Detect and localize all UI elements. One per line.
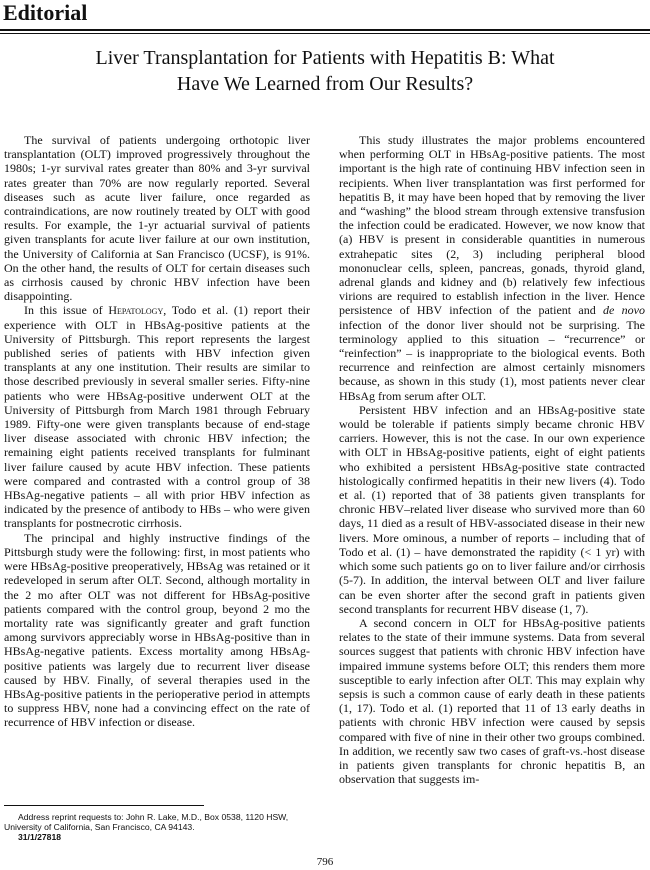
footnote-rule bbox=[4, 805, 204, 806]
paragraph: A second concern in OLT for HBsAg-positive patients relates to the state of their immune systems. Data from several sources suggest that patients with chronic HBV infection have impaired immune systems before OLT; this renders them more susceptible to early infection after OLT. This may explain why sepsis is such a common cause of early death in these patients (1, 17). Todo et al. (1) reported that 11 of 13 early deaths in patients with chronic HBV infection were caused by sepsis compared with five of nine in their other two groups combined. In addition, we recently saw two cases of graft-vs.-host disease in patients given transplants for chronic hepatitis B, an observation that suggests im- bbox=[339, 615, 645, 787]
footnote-text: Address reprint requests to: John R. Lake, M.D., Box 0538, 1120 HSW, University of California, San Francisco, CA 94143. bbox=[4, 812, 289, 833]
article-title bbox=[0, 45, 650, 97]
page-number: 796 bbox=[316, 856, 334, 868]
journal-name: Hepatology bbox=[108, 303, 164, 318]
italic-term: de novo bbox=[603, 303, 645, 318]
right-column bbox=[339, 133, 645, 786]
title-line-2: Have We Learned from Our Results? bbox=[176, 73, 474, 95]
left-column bbox=[4, 133, 310, 730]
paragraph: The survival of patients undergoing orthotopic liver transplantation (OLT) improved progressively throughout the 1980s; 1-yr survival rates greater than 80% and 3-yr survival rates greater than 70% are now regularly reported. Several diseases such as acute liver failure, once regarded as contraindications, are now routinely treated by OLT with good results. For example, the 1-yr actuarial survival of patients given transplants for acute liver failure at our own institution, the University of California at San Francisco (UCSF), is 91%. On the other hand, the results of OLT for certain diseases such as cirrhosis caused by chronic HBV infection have been disappointing. bbox=[4, 133, 310, 304]
paragraph: The principal and highly instructive findings of the Pittsburgh study were the following: first, in most patients who were HBsAg-positive preoperatively, HBsAg was retained or it redeveloped in serum after OLT. Second, although mortality in the 2 mo after OLT was not different for HBsAg-positive patients compared with the control group, beyond 2 mo the mortality rate was significantly greater and graft function among survivors appreciably worse in HBsAg-positive than in HBsAg-negative patients. Excess mortality among HBsAg-positive patients was largely due to recurrent liver disease caused by HBV. Finally, of several therapies used in the HBsAg-positive patients in the perioperative period in attempts to suppress HBV, none had a convincing effect on the rate of recurrence of HBV infection or disease. bbox=[4, 530, 310, 730]
paragraph: Persistent HBV infection and an HBsAg-positive state would be tolerable if patients simply became chronic HBV carriers. However, this is not the case. In our own experience with OLT in HBsAg-positive patients, eight of eight patients who exhibited a persistent HBsAg-positive state contracted histologically confirmed hepatitis in their new livers (4). Todo et al. (1) reported that of 38 patients given transplants for chronic HBV–related liver disease who survived more than 60 days, 11 died as a result of HBV-associated disease in their new livers. More ominous, a number of reports – including that of Todo et al. (1) – have demonstrated the rapidity (< 1 yr) with which some such patients go on to liver failure and/or cirrhosis (5-7). In addition, the interval between OLT and liver failure can be even shorter after the second graft in patients given second transplants for recurrent HBV disease (1, 7). bbox=[339, 402, 645, 616]
header-rule bbox=[0, 29, 650, 31]
title-line-1: Liver Transplantation for Patients with Hepatitis B: What bbox=[95, 47, 555, 69]
footnote-code: 31/1/27818 bbox=[18, 832, 62, 843]
paragraph: In this issue of Hepatology, Todo et al. (1) report their experience with OLT in HBsAg-positive patients at the University of Pittsburgh. This report represents the largest published series of patients with HBV infection given transplants at any one institution. Their results are similar to those described previously in several smaller series. Fifty-nine patients who were HBsAg-positive underwent OLT at the University of Pittsburgh from March 1981 through February 1989. Fifty-one were given transplants because of end-stage liver disease associated with chronic HBV infection; the remaining eight patients received transplants for fulminant liver failure caused by acute HBV infection. These patients were compared and contrasted with a control group of 38 HBsAg-negative patients – all with prior HBV infection as indicated by the presence of antibody to HBs – who were given transplants for postnecrotic cirrhosis. bbox=[4, 303, 310, 531]
paragraph: This study illustrates the major problems encountered when performing OLT in HBsAg-positive patients. The most important is the high rate of continuing HBV infection seen in recipients. When liver transplantation was first performed for hepatitis B, it may have been hoped that by removing the liver and “washing” the blood stream through extensive transfusion the infection could be eradicated. However, we now know that (a) HBV is present in considerable quantities in numerous extrahepatic sites (2, 3) including peripheral blood mononuclear cells, spleen, pancreas, gonads, thyroid gland, adrenal glands and kidney and (b) relatively few infectious virions are required to establish infection in the liver. Hence persistence of HBV infection of the patient and de novo infection of the donor liver should not be surprising. The terminology applied to this situation – “recurrence” or “reinfection” – is inappropriate to the biological events. Both recurrence and reinfection are almost certainly misnomers because, as shown in this study (1), most patients never clear HBsAg from serum after OLT. bbox=[339, 133, 645, 403]
footnote bbox=[4, 812, 324, 843]
header-rule-thin bbox=[0, 33, 650, 34]
section-label: Editorial bbox=[3, 0, 88, 25]
